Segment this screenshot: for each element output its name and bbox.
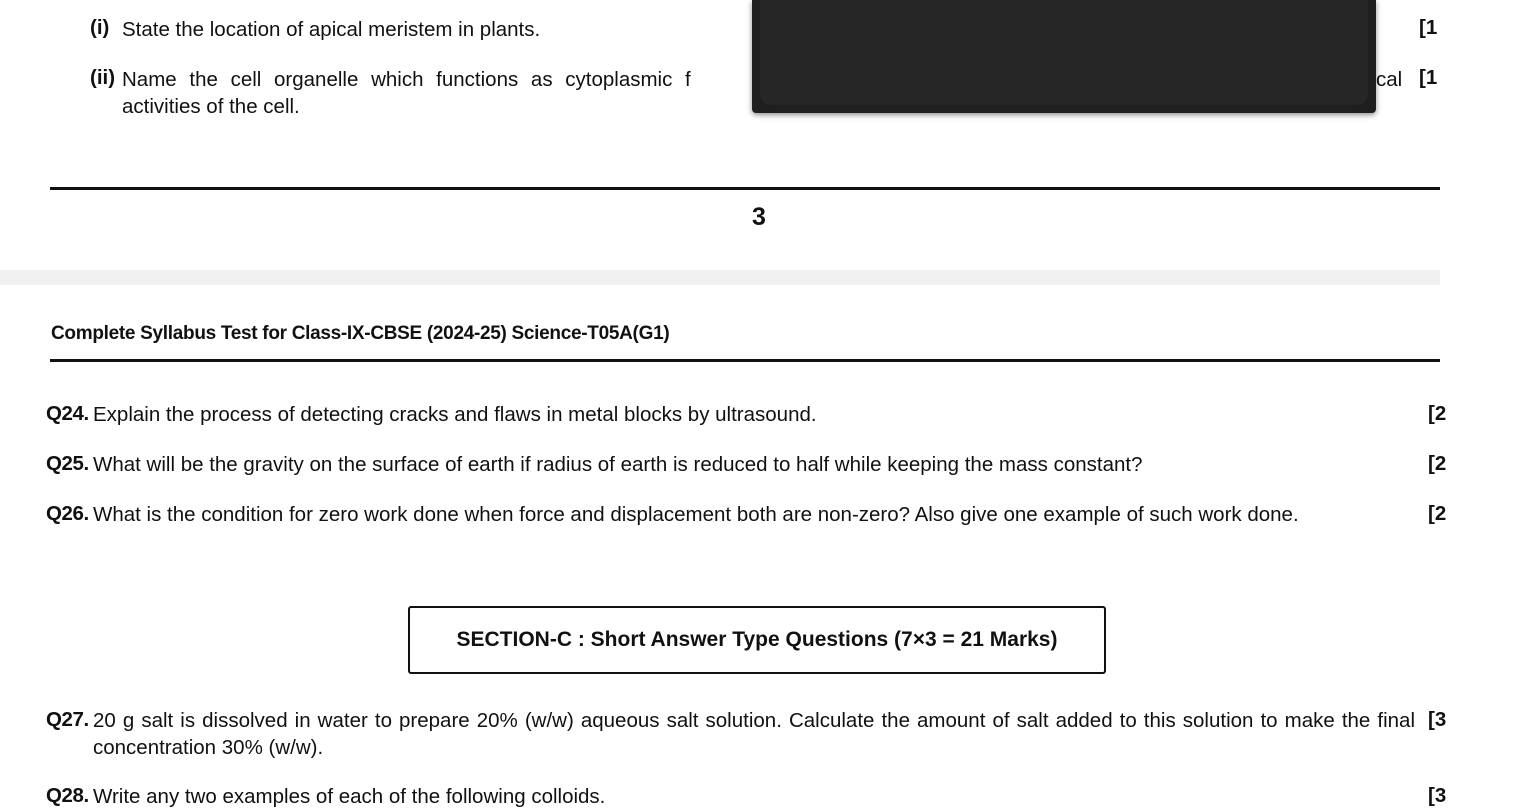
subquestion-text: Name the cell organelle which functions as cytoplasmic f: [122, 68, 691, 91]
question-text: 20 g salt is dissolved in water to prepare 20% (w/w) aqueous salt solution. Calculate the amount of salt added to this solution to make the final concentration 30% (w/w).: [93, 709, 1415, 759]
subquestion-number: (i): [90, 16, 110, 39]
page-top: [0, 0, 1440, 270]
overlay-panel-inner: [760, 0, 1368, 105]
header-rule: [50, 359, 1440, 362]
page-header-title: Complete Syllabus Test for Class-IX-CBSE (2024-25) Science-T05A(G1): [51, 323, 670, 344]
subquestion-number: (ii): [90, 66, 116, 89]
page-number: 3: [752, 203, 766, 231]
subquestion-text-line2: activities of the cell.: [122, 95, 300, 118]
marks-label: [2: [1428, 502, 1447, 525]
page-bottom: [0, 285, 1447, 808]
question-number: Q27.: [46, 708, 89, 731]
subquestion-text: State the location of apical meristem in plants.: [122, 18, 541, 41]
overlay-panel: [752, 0, 1376, 113]
marks-label: [1: [1419, 16, 1438, 39]
question-text: Explain the process of detecting cracks and flaws in metal blocks by ultrasound.: [93, 403, 817, 426]
section-heading: SECTION-C : Short Answer Type Questions (7×3 = 21 Marks): [408, 606, 1106, 674]
marks-label: [3: [1428, 784, 1447, 807]
marks-label: [2: [1428, 452, 1447, 475]
question-number: Q26.: [46, 502, 89, 525]
subquestion-text-continued: cal: [1376, 68, 1403, 91]
page-separator: [0, 270, 1440, 285]
question-text: What will be the gravity on the surface of earth if radius of earth is reduced to half while keeping the mass constant?: [93, 453, 1143, 476]
marks-label: [3: [1428, 708, 1447, 731]
question-number: Q24.: [46, 402, 89, 425]
question-text: Write any two examples of each of the following colloids.: [93, 785, 606, 808]
marks-label: [2: [1428, 402, 1447, 425]
marks-label: [1: [1419, 66, 1438, 89]
question-text: What is the condition for zero work done when force and displacement both are non-zero? Also give one example of such work done.: [93, 503, 1299, 526]
question-number: Q28.: [46, 784, 89, 807]
question-number: Q25.: [46, 452, 89, 475]
footer-rule: [50, 187, 1440, 190]
